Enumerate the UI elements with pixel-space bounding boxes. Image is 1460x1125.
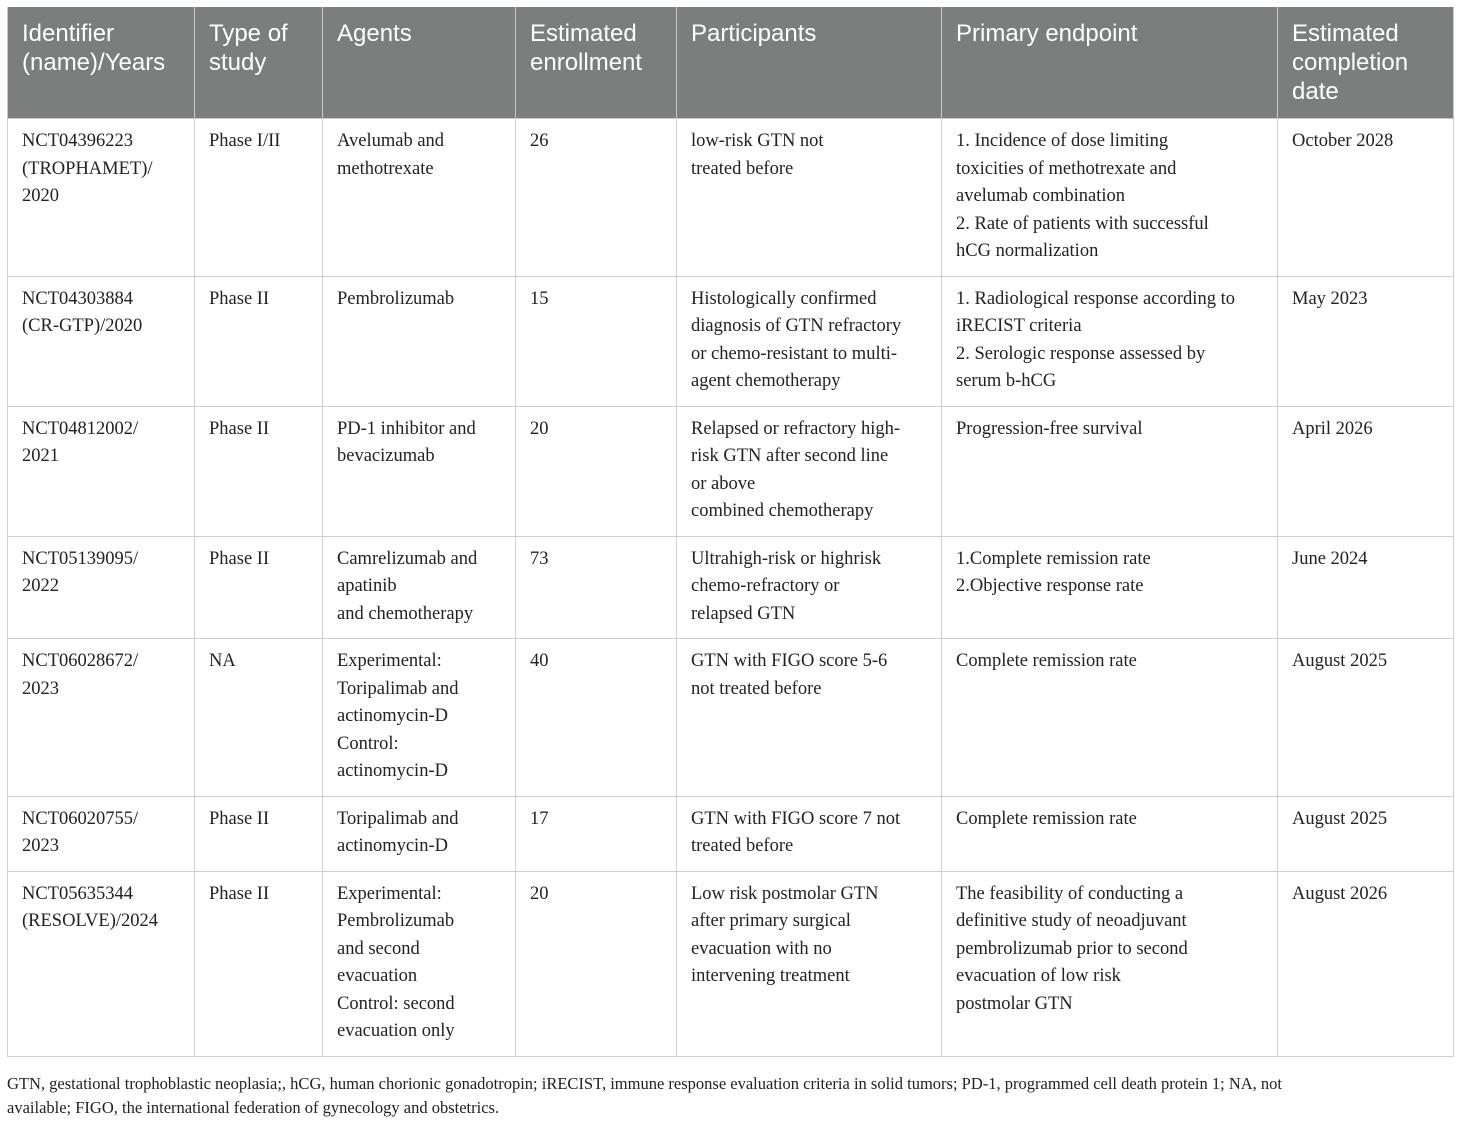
cell-text-line: NCT05635344 xyxy=(22,883,133,904)
enrollment-cell xyxy=(516,871,677,1056)
table-header-row xyxy=(8,7,1454,119)
cell-text-line: chemo-refractory or xyxy=(691,576,840,596)
agents-cell xyxy=(323,119,516,277)
completion-date-cell xyxy=(1278,639,1454,797)
cell-text-line: Phase II xyxy=(209,548,270,569)
participants-cell xyxy=(677,536,942,639)
cell-text-line: hCG normalization xyxy=(956,241,1099,261)
cell-text-line: NCT06020755/ xyxy=(22,808,139,829)
header-text-line: completion xyxy=(1292,49,1409,76)
primary-endpoint-cell xyxy=(942,871,1278,1056)
table-row xyxy=(8,536,1454,639)
enrollment-cell xyxy=(516,639,677,797)
participants-cell xyxy=(677,871,942,1056)
cell-text-line: 26 xyxy=(530,131,549,151)
participants-cell xyxy=(677,276,942,406)
cell-text-line: NCT05139095/ xyxy=(22,548,139,569)
cell-text-line: Complete remission rate xyxy=(956,808,1137,829)
identifier-header xyxy=(8,7,195,119)
study-type-cell xyxy=(195,639,323,797)
cell-text-line: Phase II xyxy=(209,288,270,309)
cell-text-line: avelumab combination xyxy=(956,186,1126,206)
cell-text-line: Phase II xyxy=(209,883,270,904)
completion-date-cell xyxy=(1278,796,1454,871)
identifier-cell xyxy=(8,536,195,639)
footnote-line: GTN, gestational trophoblastic neoplasia;, hCG, human chorionic gonadotropin; iRECIST, immune response evaluation criteria in solid tumors; PD-1, programmed cell death protein 1; NA, not xyxy=(7,1074,1282,1093)
cell-text-line: Phase II xyxy=(209,808,270,829)
identifier-cell xyxy=(8,639,195,797)
cell-text-line: 2021 xyxy=(22,446,59,466)
cell-text-line: actinomycin-D xyxy=(337,706,448,726)
cell-text-line: serum b-hCG xyxy=(956,371,1057,391)
study-type-cell xyxy=(195,276,323,406)
cell-text-line: June 2024 xyxy=(1292,548,1368,569)
header-text-line: Participants xyxy=(691,20,817,47)
cell-text-line: Pembrolizumab xyxy=(337,288,455,309)
table-row xyxy=(8,871,1454,1056)
cell-text-line: NCT04303884 xyxy=(22,288,133,309)
cell-text-line: actinomycin-D xyxy=(337,836,448,856)
participants-cell xyxy=(677,639,942,797)
cell-text-line: (CR-GTP)/2020 xyxy=(22,316,143,336)
cell-text-line: October 2028 xyxy=(1292,131,1394,151)
cell-text-line: Low risk postmolar GTN xyxy=(691,883,879,904)
cell-text-line: or above xyxy=(691,473,756,494)
completion-date-cell xyxy=(1278,119,1454,277)
cell-text-line: 1. Radiological response according to xyxy=(956,288,1235,309)
cell-text-line: 17 xyxy=(530,808,549,829)
cell-text-line: evacuation with no xyxy=(691,938,832,959)
table-row xyxy=(8,796,1454,871)
cell-text-line: Ultrahigh-risk or highrisk xyxy=(691,548,882,569)
cell-text-line: 15 xyxy=(530,288,549,309)
identifier-cell xyxy=(8,871,195,1056)
study-type-cell xyxy=(195,406,323,536)
cell-text-line: GTN with FIGO score 5-6 xyxy=(691,651,888,671)
cell-text-line: (TROPHAMET)/ xyxy=(22,158,153,179)
table-body xyxy=(8,119,1454,1057)
header-text-line: Primary endpoint xyxy=(956,20,1138,47)
enrollment-cell xyxy=(516,119,677,277)
cell-text-line: or chemo-resistant to multi- xyxy=(691,343,898,364)
header-text-line: Agents xyxy=(337,20,412,47)
agents-header xyxy=(323,7,516,119)
identifier-cell xyxy=(8,119,195,277)
agents-cell xyxy=(323,796,516,871)
participants-cell xyxy=(677,119,942,277)
cell-text-line: Experimental: xyxy=(337,883,442,904)
cell-text-line: Pembrolizumab xyxy=(337,911,455,931)
header-text-line: study xyxy=(209,49,267,76)
cell-text-line: Camrelizumab and xyxy=(337,548,478,569)
header-text-line: (name)/Years xyxy=(22,49,166,76)
cell-text-line: NCT04396223 xyxy=(22,131,133,151)
table-row xyxy=(8,639,1454,797)
cell-text-line: definitive study of neoadjuvant xyxy=(956,911,1187,931)
cell-text-line: Relapsed or refractory high- xyxy=(691,418,901,439)
enrollment-cell xyxy=(516,406,677,536)
participants-cell xyxy=(677,796,942,871)
cell-text-line: August 2026 xyxy=(1292,883,1388,904)
cell-text-line: 1.Complete remission rate xyxy=(956,548,1151,569)
primary-endpoint-cell xyxy=(942,639,1278,797)
cell-text-line: The feasibility of conducting a xyxy=(956,883,1184,904)
completion-date-header xyxy=(1278,7,1454,119)
cell-text-line: actinomycin-D xyxy=(337,761,448,781)
table-row xyxy=(8,119,1454,277)
table-row xyxy=(8,276,1454,406)
agents-cell xyxy=(323,406,516,536)
cell-text-line: 2022 xyxy=(22,576,59,596)
cell-text-line: Toripalimab and xyxy=(337,678,459,699)
identifier-cell xyxy=(8,406,195,536)
cell-text-line: Histologically confirmed xyxy=(691,288,877,309)
header-text-line: Identifier xyxy=(22,20,115,47)
clinical-trials-table xyxy=(7,7,1454,1057)
cell-text-line: evacuation of low risk xyxy=(956,966,1121,986)
cell-text-line: toxicities of methotrexate and xyxy=(956,158,1177,179)
primary-endpoint-header xyxy=(942,7,1278,119)
cell-text-line: 1. Incidence of dose limiting xyxy=(956,131,1169,151)
cell-text-line: (RESOLVE)/2024 xyxy=(22,911,159,931)
cell-text-line: agent chemotherapy xyxy=(691,371,841,391)
agents-cell xyxy=(323,536,516,639)
study-type-header xyxy=(195,7,323,119)
cell-text-line: Complete remission rate xyxy=(956,651,1137,671)
cell-text-line: Toripalimab and xyxy=(337,808,459,829)
agents-cell xyxy=(323,639,516,797)
footnote-line: available; FIGO, the international federation of gynecology and obstetrics. xyxy=(7,1098,500,1117)
cell-text-line: Control: xyxy=(337,733,399,754)
cell-text-line: 2023 xyxy=(22,836,59,856)
cell-text-line: evacuation xyxy=(337,966,418,986)
primary-endpoint-cell xyxy=(942,406,1278,536)
cell-text-line: 20 xyxy=(530,418,549,439)
completion-date-cell xyxy=(1278,536,1454,639)
cell-text-line: risk GTN after second line xyxy=(691,446,889,466)
cell-text-line: 2023 xyxy=(22,678,59,699)
cell-text-line: apatinib xyxy=(337,576,397,596)
cell-text-line: combined chemotherapy xyxy=(691,501,874,521)
participants-cell xyxy=(677,406,942,536)
cell-text-line: NA xyxy=(209,651,236,671)
header-text-line: date xyxy=(1292,78,1339,105)
clinical-trials-table-container xyxy=(7,7,1453,1057)
cell-text-line: Phase II xyxy=(209,418,270,439)
enrollment-cell xyxy=(516,536,677,639)
primary-endpoint-cell xyxy=(942,536,1278,639)
primary-endpoint-cell xyxy=(942,276,1278,406)
participants-header xyxy=(677,7,942,119)
enrollment-header xyxy=(516,7,677,119)
cell-text-line: postmolar GTN xyxy=(956,993,1073,1014)
table-footnote xyxy=(7,1072,1457,1120)
cell-text-line: diagnosis of GTN refractory xyxy=(691,316,902,336)
cell-text-line: intervening treatment xyxy=(691,966,850,986)
cell-text-line: iRECIST criteria xyxy=(956,316,1082,336)
cell-text-line: 2020 xyxy=(22,186,59,206)
cell-text-line: Experimental: xyxy=(337,651,442,671)
cell-text-line: not treated before xyxy=(691,678,822,699)
cell-text-line: 20 xyxy=(530,883,549,904)
identifier-cell xyxy=(8,276,195,406)
enrollment-cell xyxy=(516,796,677,871)
cell-text-line: pembrolizumab prior to second xyxy=(956,938,1188,959)
cell-text-line: after primary surgical xyxy=(691,911,851,931)
study-type-cell xyxy=(195,796,323,871)
cell-text-line: August 2025 xyxy=(1292,651,1388,671)
cell-text-line: NCT04812002/ xyxy=(22,418,139,439)
cell-text-line: NCT06028672/ xyxy=(22,651,139,671)
cell-text-line: Control: second xyxy=(337,993,455,1014)
cell-text-line: relapsed GTN xyxy=(691,603,796,624)
identifier-cell xyxy=(8,796,195,871)
cell-text-line: Phase I/II xyxy=(209,131,281,151)
enrollment-cell xyxy=(516,276,677,406)
cell-text-line: 2.Objective response rate xyxy=(956,576,1144,596)
completion-date-cell xyxy=(1278,871,1454,1056)
study-type-cell xyxy=(195,536,323,639)
completion-date-cell xyxy=(1278,276,1454,406)
cell-text-line: low-risk GTN not xyxy=(691,131,824,151)
cell-text-line: April 2026 xyxy=(1292,418,1373,439)
cell-text-line: bevacizumab xyxy=(337,446,435,466)
cell-text-line: Progression-free survival xyxy=(956,418,1143,439)
header-text-line: enrollment xyxy=(530,49,643,76)
cell-text-line: and second xyxy=(337,938,420,959)
cell-text-line: PD-1 inhibitor and xyxy=(337,418,476,439)
cell-text-line: GTN with FIGO score 7 not xyxy=(691,808,901,829)
header-text-line: Type of xyxy=(209,20,288,47)
primary-endpoint-cell xyxy=(942,796,1278,871)
primary-endpoint-cell xyxy=(942,119,1278,277)
cell-text-line: 40 xyxy=(530,651,549,671)
cell-text-line: August 2025 xyxy=(1292,808,1388,829)
agents-cell xyxy=(323,276,516,406)
cell-text-line: and chemotherapy xyxy=(337,603,474,624)
cell-text-line: methotrexate xyxy=(337,158,434,179)
study-type-cell xyxy=(195,119,323,277)
completion-date-cell xyxy=(1278,406,1454,536)
cell-text-line: 73 xyxy=(530,548,549,569)
study-type-cell xyxy=(195,871,323,1056)
table-row xyxy=(8,406,1454,536)
header-text-line: Estimated xyxy=(1292,20,1399,47)
cell-text-line: 2. Rate of patients with successful xyxy=(956,213,1209,234)
cell-text-line: May 2023 xyxy=(1292,288,1368,309)
cell-text-line: 2. Serologic response assessed by xyxy=(956,343,1206,364)
cell-text-line: evacuation only xyxy=(337,1021,455,1041)
agents-cell xyxy=(323,871,516,1056)
cell-text-line: treated before xyxy=(691,158,794,179)
header-text-line: Estimated xyxy=(530,20,637,47)
cell-text-line: treated before xyxy=(691,836,794,856)
cell-text-line: Avelumab and xyxy=(337,131,445,151)
